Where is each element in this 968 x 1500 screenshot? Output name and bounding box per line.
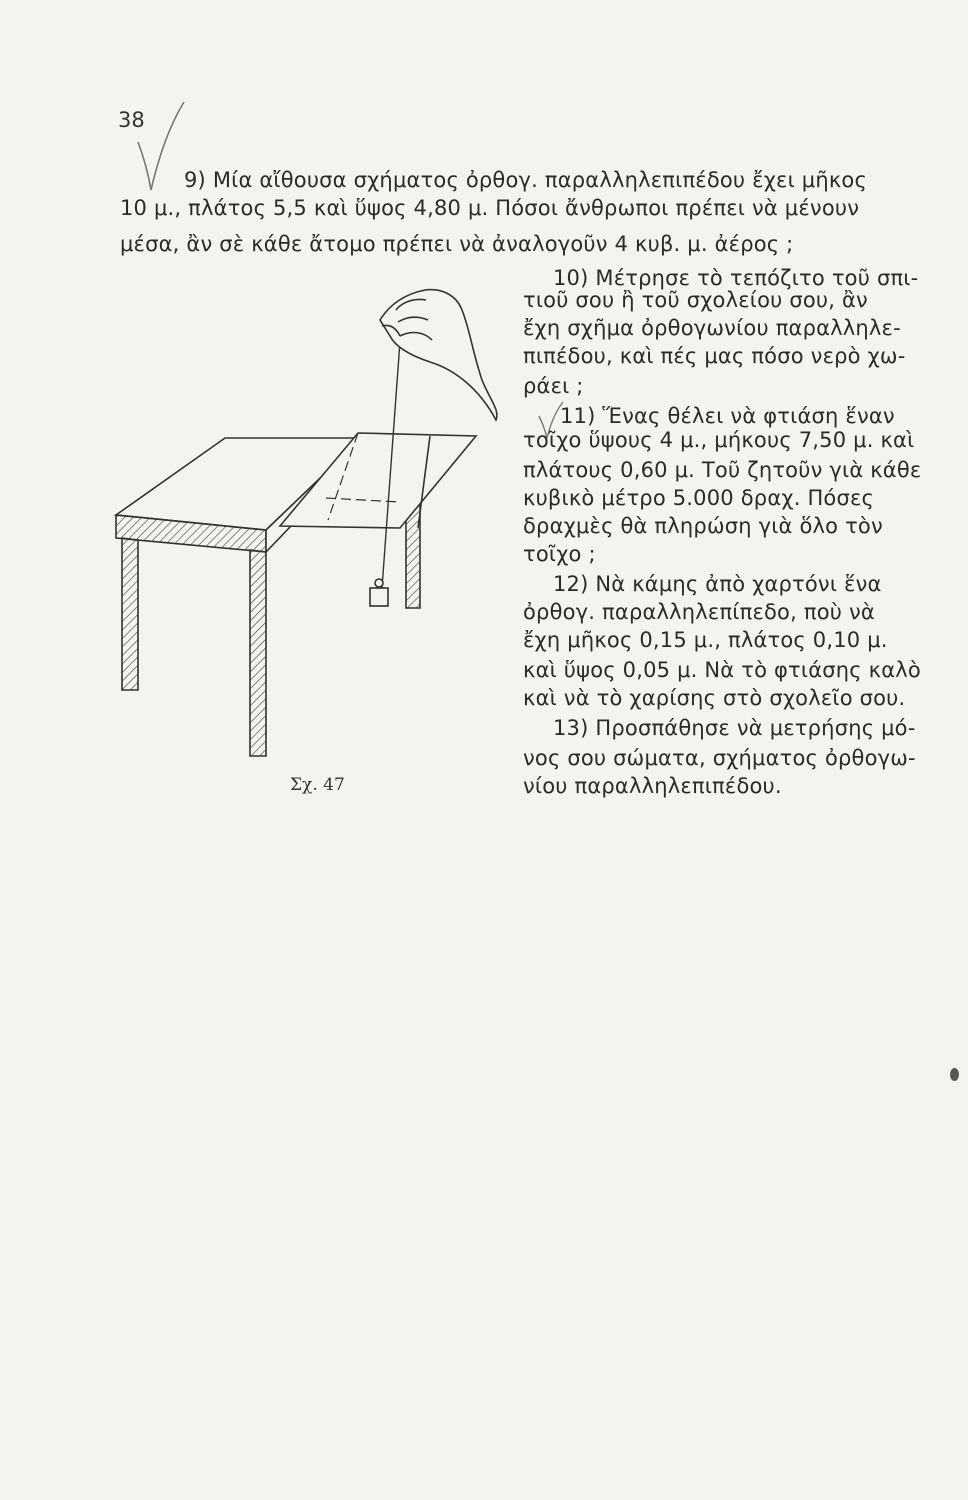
problem-10-line-2: τιοῦ σου ἢ τοῦ σχολείου σου, ἂν xyxy=(523,288,868,312)
table-plumb-line-illustration xyxy=(100,270,520,770)
problem-10-line-4: πιπέδου, καὶ πές μας πόσο νερὸ χω- xyxy=(523,344,906,368)
problem-11-line-5: δραχμὲς θὰ πληρώση γιὰ ὅλο τὸν xyxy=(523,514,883,538)
scan-speck xyxy=(950,1068,959,1081)
figure-caption: Σχ. 47 xyxy=(290,775,345,795)
page-number: 38 xyxy=(118,108,145,132)
problem-12-line-5: καὶ νὰ τὸ χαρίσης στὸ σχολεῖο σου. xyxy=(523,686,906,710)
problem-11-line-6: τοῖχο ; xyxy=(523,542,596,566)
problem-11-line-3: πλάτους 0,60 μ. Τοῦ ζητοῦν γιὰ κάθε xyxy=(523,458,922,482)
problem-13-line-1: 13) Προσπάθησε νὰ μετρήσης μό- xyxy=(553,716,916,740)
problem-13-line-3: νίου παραλληλεπιπέδου. xyxy=(523,774,782,798)
problem-10-line-5: ράει ; xyxy=(523,374,584,398)
problem-9-line-2: 10 μ., πλάτος 5,5 καὶ ὕψος 4,80 μ. Πόσοι ἄνθρωποι πρέπει νὰ μένουν xyxy=(120,196,860,220)
problem-12-line-4: καὶ ὕψος 0,05 μ. Νὰ τὸ φτιάσης καλὸ xyxy=(523,658,921,682)
problem-11-line-2: τοῖχο ὕψους 4 μ., μήκους 7,50 μ. καὶ xyxy=(523,428,915,452)
problem-11-line-4: κυβικὸ μέτρο 5.000 δραχ. Πόσες xyxy=(523,486,875,510)
problem-9-line-1: 9) Μία αἴθουσα σχήματος ὀρθογ. παραλληλεπιπέδου ἔχει μῆκος xyxy=(184,168,867,192)
problem-11-line-1: 11) Ἕνας θέλει νὰ φτιάση ἕναν xyxy=(560,404,895,428)
problem-10-line-3: ἔχη σχῆμα ὀρθογωνίου παραλληλε- xyxy=(523,316,901,340)
problem-12-line-2: ὀρθογ. παραλληλεπίπεδο, ποὺ νὰ xyxy=(523,600,875,624)
problem-12-line-3: ἔχη μῆκος 0,15 μ., πλάτος 0,10 μ. xyxy=(523,628,888,652)
problem-10-line-1: 10) Μέτρησε τὸ τεπόζιτο τοῦ σπι- xyxy=(553,266,919,290)
problem-9-line-3: μέσα, ἂν σὲ κάθε ἄτομο πρέπει νὰ ἀναλογοῦν 4 κυβ. μ. ἀέρος ; xyxy=(120,232,794,256)
problem-13-line-2: νος σου σώματα, σχήματος ὀρθογω- xyxy=(523,746,916,770)
problem-12-line-1: 12) Νὰ κάμης ἀπὸ χαρτόνι ἕνα xyxy=(553,572,882,596)
